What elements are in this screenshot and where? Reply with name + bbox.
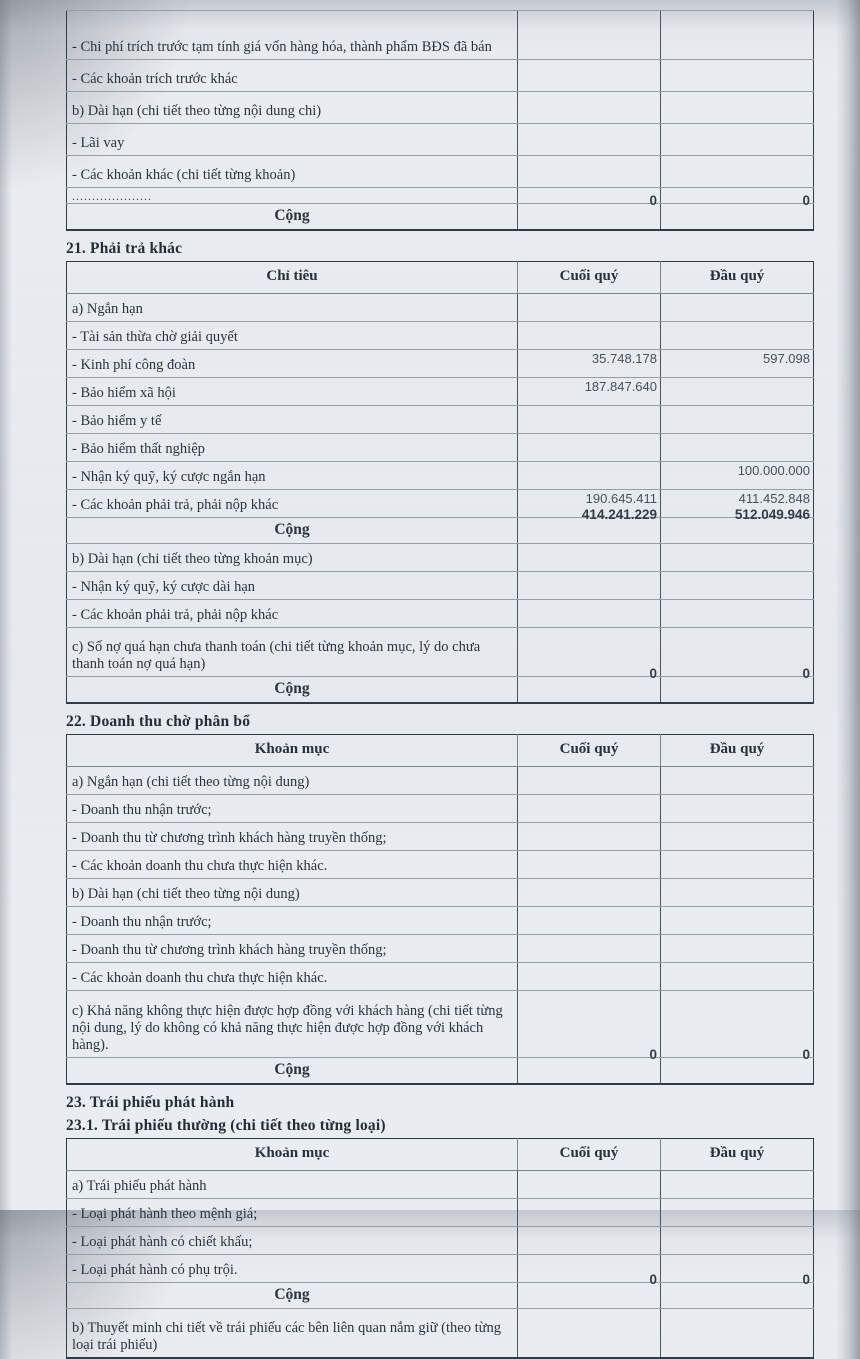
begin-quarter-value-cell (661, 628, 814, 677)
row-label: - Nhận ký quỹ, ký cược dài hạn (72, 579, 256, 595)
table-row (67, 124, 814, 156)
table-row (67, 204, 814, 231)
row-label: - Lãi vay (72, 135, 125, 151)
begin-quarter-value: 512.049.946 (734, 507, 810, 522)
end-quarter-value-cell (518, 156, 661, 188)
row-label: - Doanh thu nhận trước; (72, 802, 212, 818)
row-label: - Kinh phí công đoàn (72, 357, 196, 373)
table-row (67, 795, 814, 823)
table-header-row (67, 1139, 814, 1171)
table-row (67, 907, 814, 935)
section-22-heading: 22. Doanh thu chờ phân bổ (66, 713, 251, 730)
begin-quarter-value-cell (661, 462, 814, 490)
table-row (67, 823, 814, 851)
end-quarter-value: 0 (649, 1047, 657, 1062)
column-header-beginning-of-quarter: Đầu quý (661, 735, 814, 767)
end-quarter-value-cell (518, 507, 661, 544)
row-label: - Các khoản doanh thu chưa thực hiện khác. (72, 858, 328, 874)
row-label-cell (67, 350, 518, 378)
table-row (67, 1227, 814, 1255)
begin-quarter-value-cell (661, 92, 814, 124)
begin-quarter-value-cell (661, 767, 814, 795)
table-row (67, 1255, 814, 1283)
begin-quarter-value-cell (661, 879, 814, 907)
row-label: - Các khoản khác (chi tiết từng khoản) (72, 167, 296, 183)
table-row (67, 350, 814, 378)
end-quarter-value-cell (518, 322, 661, 350)
row-label-cell (67, 544, 518, 572)
row-label-cell (67, 156, 518, 188)
row-label-cell (67, 851, 518, 879)
table-row (67, 11, 814, 60)
row-label-cell (67, 204, 518, 231)
begin-quarter-value: 597.098 (763, 351, 810, 366)
row-label: Cộng (274, 679, 310, 697)
table-row (67, 879, 814, 907)
row-label: - Doanh thu nhận trước; (72, 914, 212, 930)
end-quarter-value-cell (518, 572, 661, 600)
begin-quarter-value-cell (661, 1272, 814, 1309)
row-label-cell (67, 677, 518, 704)
begin-quarter-value: 0 (802, 1047, 810, 1062)
row-label: - Bảo hiểm xã hội (72, 385, 176, 401)
end-quarter-value-cell (518, 963, 661, 991)
table-row (67, 544, 814, 572)
column-header-end-of-quarter: Cuối quý (518, 1139, 661, 1171)
begin-quarter-value: 100.000.000 (737, 463, 810, 478)
table-row (67, 92, 814, 124)
row-label-cell (67, 1309, 518, 1359)
section-23-heading: 23. Trái phiếu phát hành (66, 1094, 235, 1111)
end-quarter-value-cell (518, 378, 661, 406)
table-row (67, 1171, 814, 1199)
begin-quarter-value-cell (661, 124, 814, 156)
row-label: - Các khoản doanh thu chưa thực hiện khác. (72, 970, 328, 986)
end-quarter-value-cell (518, 434, 661, 462)
end-quarter-value-cell (518, 767, 661, 795)
table-row (67, 490, 814, 518)
end-quarter-value-cell (518, 1255, 661, 1283)
end-quarter-value-cell (518, 879, 661, 907)
row-label: - Loại phát hành theo mệnh giá; (72, 1206, 258, 1222)
end-quarter-value-cell (518, 851, 661, 879)
end-quarter-value-cell (518, 991, 661, 1058)
begin-quarter-value-cell (661, 935, 814, 963)
end-quarter-value-cell (518, 11, 661, 60)
table-row (67, 406, 814, 434)
end-quarter-value-cell (518, 294, 661, 322)
table-row (67, 156, 814, 188)
column-header-beginning-of-quarter: Đầu quý (661, 1139, 814, 1171)
row-label-cell (67, 378, 518, 406)
row-label-cell (67, 628, 518, 677)
begin-quarter-value-cell (661, 434, 814, 462)
row-label: - Doanh thu từ chương trình khách hàng truyền thống; (72, 830, 387, 846)
begin-quarter-value-cell (661, 188, 814, 204)
row-label-cell (67, 406, 518, 434)
begin-quarter-value-cell (661, 991, 814, 1058)
end-quarter-value-cell (518, 907, 661, 935)
row-label: Cộng (274, 520, 310, 538)
row-label: c) Số nợ quá hạn chưa thanh toán (chi tiết từng khoản mục, lý do chưa thanh toán nợ quá hạn) (72, 639, 481, 672)
row-label-cell (67, 1058, 518, 1085)
table-row (67, 434, 814, 462)
row-label-cell (67, 879, 518, 907)
row-label: - Doanh thu từ chương trình khách hàng truyền thống; (72, 942, 387, 958)
row-label-cell (67, 935, 518, 963)
table-row (67, 518, 814, 544)
row-label-cell (67, 572, 518, 600)
begin-quarter-value-cell (661, 1199, 814, 1227)
row-label: - Các khoản trích trước khác (72, 71, 238, 87)
table-row (67, 991, 814, 1058)
end-quarter-value-cell (518, 406, 661, 434)
table-row (67, 462, 814, 490)
begin-quarter-value-cell (661, 294, 814, 322)
end-quarter-value-cell (518, 666, 661, 704)
begin-quarter-value-cell (661, 544, 814, 572)
table-header-row (67, 262, 814, 294)
table-row (67, 322, 814, 350)
accrued-expenses-table (66, 10, 814, 231)
section-21-heading: 21. Phải trả khác (66, 240, 183, 257)
end-quarter-value-cell (518, 1199, 661, 1227)
begin-quarter-value-cell (661, 600, 814, 628)
row-label-cell (67, 823, 518, 851)
end-quarter-value: 35.748.178 (591, 351, 657, 366)
other-payables-table (66, 261, 814, 704)
table-row (67, 851, 814, 879)
row-label-cell (67, 60, 518, 92)
table-row (67, 294, 814, 322)
row-label: b) Dài hạn (chi tiết theo từng nội dung chi) (72, 103, 322, 119)
row-label-cell (67, 795, 518, 823)
row-label: b) Thuyết minh chi tiết về trái phiếu các bên liên quan nắm giữ (theo từng loại trái phiếu) (72, 1320, 501, 1353)
end-quarter-value-cell (518, 795, 661, 823)
begin-quarter-value-cell (661, 406, 814, 434)
table-row (67, 188, 814, 204)
end-quarter-value-cell (518, 935, 661, 963)
begin-quarter-value: 0 (802, 666, 810, 681)
bonds-table (66, 1138, 814, 1359)
section-23-1-subheading: 23.1. Trái phiếu thường (chi tiết theo từng loại) (66, 1117, 386, 1134)
row-label: - Các khoản phải trả, phải nộp khác (72, 607, 279, 623)
end-quarter-value: 414.241.229 (581, 507, 657, 522)
begin-quarter-value-cell (661, 1171, 814, 1199)
begin-quarter-value-cell (661, 11, 814, 60)
table-row (67, 767, 814, 795)
row-label: - Bảo hiểm thất nghiệp (72, 441, 205, 457)
table-row (67, 1199, 814, 1227)
row-label-cell (67, 188, 518, 204)
table-row (67, 1309, 814, 1359)
end-quarter-value-cell (518, 462, 661, 490)
end-quarter-value: 0 (649, 193, 657, 208)
begin-quarter-value-cell (661, 823, 814, 851)
scanned-page (0, 10, 860, 1353)
begin-quarter-value-cell (661, 1309, 814, 1359)
row-label: - Tài sản thừa chờ giải quyết (72, 329, 238, 345)
begin-quarter-value-cell (661, 572, 814, 600)
row-label: - Nhận ký quỹ, ký cược ngắn hạn (72, 469, 266, 485)
row-label: - Bảo hiểm y tế (72, 413, 162, 429)
row-label: c) Khả năng không thực hiện được hợp đồng với khách hàng (chi tiết từng nội dung, lý do không có khả năng thực hiện được hợp đồng với khách hàng). (72, 1003, 503, 1053)
column-header-criteria: Khoản mục (67, 735, 518, 767)
end-quarter-value-cell (518, 1309, 661, 1359)
end-quarter-value: 187.847.640 (584, 379, 657, 394)
row-label-cell (67, 124, 518, 156)
table-row (67, 628, 814, 677)
begin-quarter-value-cell (661, 666, 814, 704)
row-label-cell (67, 1171, 518, 1199)
begin-quarter-value-cell (661, 963, 814, 991)
table-row (67, 1058, 814, 1085)
column-header-criteria: Chỉ tiêu (67, 262, 518, 294)
row-label: Cộng (274, 1060, 310, 1078)
end-quarter-value-cell (518, 823, 661, 851)
column-header-end-of-quarter: Cuối quý (518, 262, 661, 294)
begin-quarter-value-cell (661, 156, 814, 188)
begin-quarter-value-cell (661, 507, 814, 544)
end-quarter-value: 0 (649, 1272, 657, 1287)
row-label-cell (67, 1255, 518, 1283)
end-quarter-value-cell (518, 544, 661, 572)
end-quarter-value-cell (518, 600, 661, 628)
begin-quarter-value-cell (661, 1255, 814, 1283)
table-header-row (67, 735, 814, 767)
begin-quarter-value-cell (661, 322, 814, 350)
column-header-criteria: Khoản mục (67, 1139, 518, 1171)
row-label-cell (67, 462, 518, 490)
table-row (67, 600, 814, 628)
row-label-cell (67, 92, 518, 124)
row-label: - Chi phí trích trước tạm tính giá vốn hàng hóa, thành phẩm BĐS đã bán (72, 39, 492, 55)
row-label-cell (67, 434, 518, 462)
begin-quarter-value-cell (661, 851, 814, 879)
row-label-cell (67, 490, 518, 518)
row-label: b) Dài hạn (chi tiết theo từng nội dung) (72, 886, 300, 902)
begin-quarter-value-cell (661, 193, 814, 231)
begin-quarter-value-cell (661, 350, 814, 378)
end-quarter-value-cell (518, 628, 661, 677)
end-quarter-value: 0 (649, 666, 657, 681)
begin-quarter-value-cell (661, 378, 814, 406)
row-label-cell (67, 322, 518, 350)
table-row (67, 1283, 814, 1309)
row-label-cell (67, 767, 518, 795)
table-row (67, 378, 814, 406)
end-quarter-value-cell (518, 1047, 661, 1085)
begin-quarter-value-cell (661, 60, 814, 92)
end-quarter-value-cell (518, 188, 661, 204)
begin-quarter-value: 411.452.848 (738, 491, 810, 506)
row-label: - Loại phát hành có chiết khấu; (72, 1234, 253, 1250)
column-header-beginning-of-quarter: Đầu quý (661, 262, 814, 294)
row-label: a) Ngắn hạn (72, 301, 143, 317)
table-row (67, 572, 814, 600)
row-label: a) Ngắn hạn (chi tiết theo từng nội dung) (72, 774, 310, 790)
row-label: Cộng (274, 1285, 310, 1303)
row-label-cell (67, 963, 518, 991)
column-header-end-of-quarter: Cuối quý (518, 735, 661, 767)
row-label-cell (67, 600, 518, 628)
end-quarter-value-cell (518, 60, 661, 92)
table-row (67, 60, 814, 92)
row-label-cell (67, 518, 518, 544)
end-quarter-value-cell (518, 1272, 661, 1309)
end-quarter-value-cell (518, 350, 661, 378)
table-row (67, 935, 814, 963)
begin-quarter-value: 0 (802, 193, 810, 208)
begin-quarter-value-cell (661, 1047, 814, 1085)
table-row (67, 677, 814, 704)
row-label: a) Trái phiếu phát hành (72, 1178, 207, 1194)
end-quarter-value-cell (518, 193, 661, 231)
unearned-revenue-table (66, 734, 814, 1085)
end-quarter-value-cell (518, 124, 661, 156)
end-quarter-value: 190.645.411 (585, 491, 657, 506)
end-quarter-value-cell (518, 92, 661, 124)
table-row (67, 963, 814, 991)
begin-quarter-value-cell (661, 795, 814, 823)
row-label-cell (67, 1199, 518, 1227)
row-label-cell (67, 294, 518, 322)
row-label: .................... (72, 188, 152, 203)
row-label: b) Dài hạn (chi tiết theo từng khoản mục) (72, 551, 313, 567)
row-label-cell (67, 1227, 518, 1255)
row-label-cell (67, 907, 518, 935)
row-label: - Các khoản phải trả, phải nộp khác (72, 497, 279, 513)
end-quarter-value-cell (518, 1227, 661, 1255)
begin-quarter-value-cell (661, 1227, 814, 1255)
row-label-cell (67, 1283, 518, 1309)
row-label-cell (67, 11, 518, 60)
row-label: Cộng (274, 206, 310, 224)
row-label: - Loại phát hành có phụ trội. (72, 1262, 238, 1278)
begin-quarter-value: 0 (802, 1272, 810, 1287)
begin-quarter-value-cell (661, 907, 814, 935)
end-quarter-value-cell (518, 1171, 661, 1199)
row-label-cell (67, 991, 518, 1058)
